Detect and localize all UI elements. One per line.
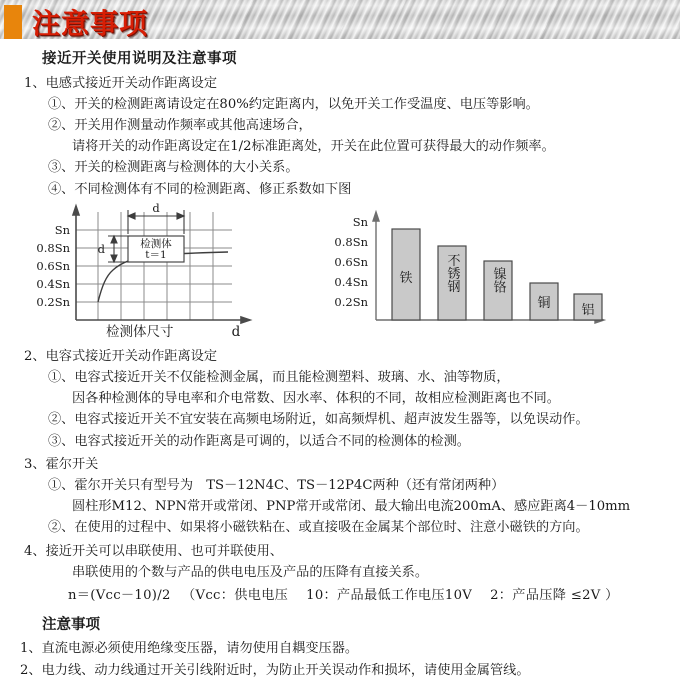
bar-label: 铜 (537, 295, 551, 311)
list-item: 4、接近开关可以串联使用、也可并联使用、 (24, 543, 283, 559)
dim-label-horizontal: d (152, 201, 160, 215)
note-item: 1、直流电源必须使用绝缘变压器，请勿使用自耦变压器。 (20, 640, 359, 656)
list-item: 因各种检测体的导电率和介电常数、因水率、体积的不同，故相应检测距离也不同。 (72, 391, 560, 407)
list-item: ③、电容式接近开关的动作距离是可调的，以适合不同的检测体的检测。 (48, 433, 470, 449)
page-banner (0, 0, 680, 39)
ytick-label: 0.2Sn (334, 294, 368, 309)
ytick-label: 0.2Sn (36, 294, 70, 309)
inset-label-thickness: t＝1 (145, 248, 167, 261)
list-item: ③、开关的检测距离与检测体的大小关系。 (48, 160, 299, 176)
banner-title: 注意事项 (32, 7, 149, 39)
document-content (0, 52, 680, 677)
section-heading: 接近开关使用说明及注意事项 (42, 50, 237, 67)
inset-label-name: 检测体 (140, 237, 172, 250)
list-item: 2、电容式接近开关动作距离设定 (24, 348, 218, 364)
xaxis-title: 检测体尺寸 (106, 323, 174, 338)
list-item: 圆柱形M12、NPN常开或常闭、PNP常开或常闭、最大输出电流200mA、感应距离4－10mm (72, 499, 631, 515)
list-item: 请将开关的动作距离设定在1/2标准距离处，开关在此位置可获得最大的动作频率。 (72, 139, 555, 155)
ytick-label: Sn (352, 214, 368, 229)
list-item: 串联使用的个数与产品的供电电压及产品的压降有直接关系。 (72, 564, 429, 580)
note-item: 2、电力线、动力线通过开关引线附近时，为防止开关误动作和损坏，请使用金属管线。 (20, 662, 530, 678)
target-object-inset (98, 202, 184, 262)
list-item: ①、开关的检测距离请设定在80%约定距离内，以免开关工作受温度、电压等影响。 (48, 96, 539, 112)
axis-lines (73, 206, 250, 323)
xaxis-symbol: d (231, 323, 241, 338)
list-item: 1、电感式接近开关动作距离设定 (24, 75, 218, 91)
ytick-label: 0.4Sn (36, 276, 70, 291)
list-item: 3、霍尔开关 (24, 456, 99, 472)
series-count-formula: n＝(Vcc－10)/2 （Vcc：供电电压 10：产品最低工作电压10V 2：产品压降 ≤2V ） (68, 587, 619, 603)
chart-detection-size-curve (18, 202, 314, 338)
bar-label: 铝 (581, 302, 595, 318)
notes-heading: 注意事项 (42, 616, 100, 634)
figure-row (0, 202, 680, 340)
ytick-label: 0.6Sn (36, 258, 70, 273)
banner-accent-bar (4, 5, 22, 39)
list-item: ②、在使用的过程中、如果将小磁铁粘在、或直接吸在金属某个部位时、注意小磁铁的方向。 (48, 520, 589, 536)
chart-material-correction-factors (320, 202, 620, 338)
bar-label: 不锈钢 (444, 253, 460, 293)
list-item: ④、不同检测体有不同的检测距离、修正系数如下图 (48, 181, 352, 197)
ytick-label: 0.8Sn (36, 240, 70, 255)
ytick-label: 0.6Sn (334, 254, 368, 269)
bar-group (392, 229, 602, 320)
ytick-label: 0.8Sn (334, 234, 368, 249)
list-item: ②、开关用作测量动作频率或其他高速场合， (48, 117, 312, 133)
ytick-label: 0.4Sn (334, 274, 368, 289)
ytick-label: Sn (54, 222, 70, 237)
bar-label: 铁 (399, 270, 413, 286)
dim-label-vertical: d (97, 241, 105, 256)
list-item: ②、电容式接近开关不宜安装在高频电场附近，如高频焊机、超声波发生器等，以免误动作。 (48, 412, 589, 428)
bar-label: 镍铬 (490, 266, 506, 293)
list-item: ①、霍尔开关只有型号为 TS－12N4C、TS－12P4C两种（还有常闭两种） (48, 477, 505, 493)
list-item: ①、电容式接近开关不仅能检测金属，而且能检测塑料、玻璃、水、油等物质， (48, 369, 510, 385)
